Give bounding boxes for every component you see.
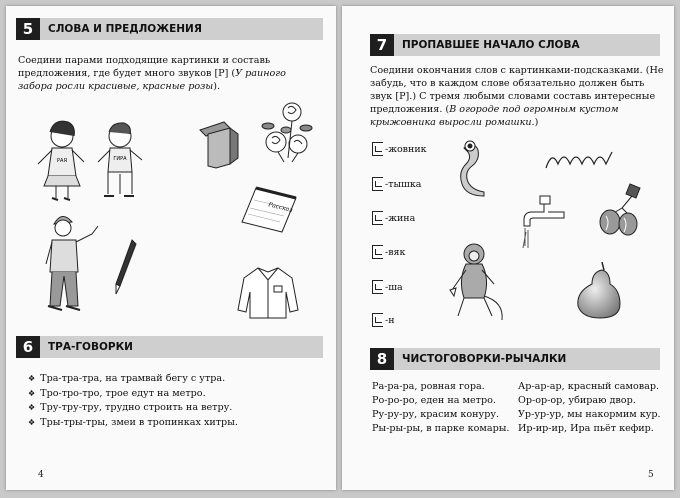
notepad-picture	[238, 184, 300, 236]
right-page	[342, 6, 674, 490]
fence-picture	[194, 118, 244, 170]
monkey-picture	[448, 240, 512, 326]
section-number: 8	[370, 348, 394, 370]
blank-box	[372, 142, 383, 156]
boy-shirt-label: ГИРА	[113, 156, 127, 162]
roses-picture	[258, 98, 316, 168]
girl-and-boy-picture	[24, 114, 154, 206]
section-number: 6	[16, 336, 40, 358]
page-number: 5	[648, 470, 654, 480]
list-item: Ру-ру-ру, красим конуру.	[372, 409, 500, 420]
blank-box	[372, 280, 383, 294]
section-7-instructions: Соедини окончания слов с картинками-подсказками. (Не забудь, что в каждом слове обязательно должен быть звук [Р].) С тремя любыми словами составь интересные предложения. (В огороде под огромным кустом крыжовника выросли ромашки.)	[370, 65, 664, 128]
worm-picture	[450, 138, 490, 200]
list-item: Ор-ор-ор, убираю двор.	[518, 395, 636, 406]
pear-picture	[572, 258, 626, 322]
list-item: Ра-ра-ра, ровная гора.	[372, 381, 485, 392]
spring-picture	[542, 146, 616, 176]
section-6-header	[16, 336, 323, 358]
list-item: ❖ Тро-тро-тро, трое едут на метро.	[28, 387, 238, 402]
section-8-header	[370, 348, 660, 370]
tongue-twister-list	[28, 372, 238, 430]
worker-picture	[42, 210, 104, 320]
chant-column-right	[518, 380, 661, 436]
section-7-header	[370, 34, 660, 56]
section-title: ТРА-ГОВОРКИ	[40, 336, 323, 358]
section-title: СЛОВА И ПРЕДЛОЖЕНИЯ	[40, 18, 323, 40]
word-ending-item: -ша	[372, 280, 403, 294]
blank-box	[372, 211, 383, 225]
list-item: Ир-ир-ир, Ира пьёт кефир.	[518, 423, 654, 434]
word-ending-item: -вяк	[372, 245, 406, 259]
section-5-instructions: Соедини парами подходящие картинки и составь предложения, где будет много звуков [Р] (У раиного забора росли красивые, красные розы).	[18, 55, 286, 92]
blank-box	[372, 177, 383, 191]
page-number: 4	[38, 470, 44, 480]
chant-column-left	[372, 380, 509, 436]
blank-box	[372, 245, 383, 259]
section-title: ЧИСТОГОВОРКИ-РЫЧАЛКИ	[394, 348, 660, 370]
section-number: 5	[16, 18, 40, 40]
word-ending-item: -жовник	[372, 142, 427, 156]
list-item: ❖ Тры-тры-тры, змеи в тропинках хитры.	[28, 416, 238, 431]
list-item: Ры-ры-ры, в парке комары.	[372, 423, 510, 434]
list-item: ❖ Тру-тру-тру, трудно строить на ветру.	[28, 401, 238, 416]
blank-box	[372, 313, 383, 327]
faucet-picture	[520, 190, 572, 252]
list-item: Ар-ар-ар, красный самовар.	[518, 381, 660, 392]
word-ending-item: -тышка	[372, 177, 421, 191]
left-page	[6, 6, 336, 490]
section-number: 7	[370, 34, 394, 56]
gooseberry-picture	[592, 180, 652, 242]
list-item: ❖ Тра-тра-тра, на трамвай бегу с утра.	[28, 372, 238, 387]
notepad-label: Рассказ	[267, 201, 294, 214]
section-5-header	[16, 18, 323, 40]
word-ending-item: -н	[372, 313, 395, 327]
girl-shirt-label: РАЯ	[57, 158, 67, 164]
list-item: Ур-ур-ур, мы накормим кур.	[518, 409, 661, 420]
pen-picture	[110, 236, 140, 298]
list-item: Ро-ро-ро, еден на метро.	[372, 395, 496, 406]
shirt-picture	[234, 262, 304, 322]
word-ending-item: -жина	[372, 211, 415, 225]
section-title: ПРОПАВШЕЕ НАЧАЛО СЛОВА	[394, 34, 660, 56]
